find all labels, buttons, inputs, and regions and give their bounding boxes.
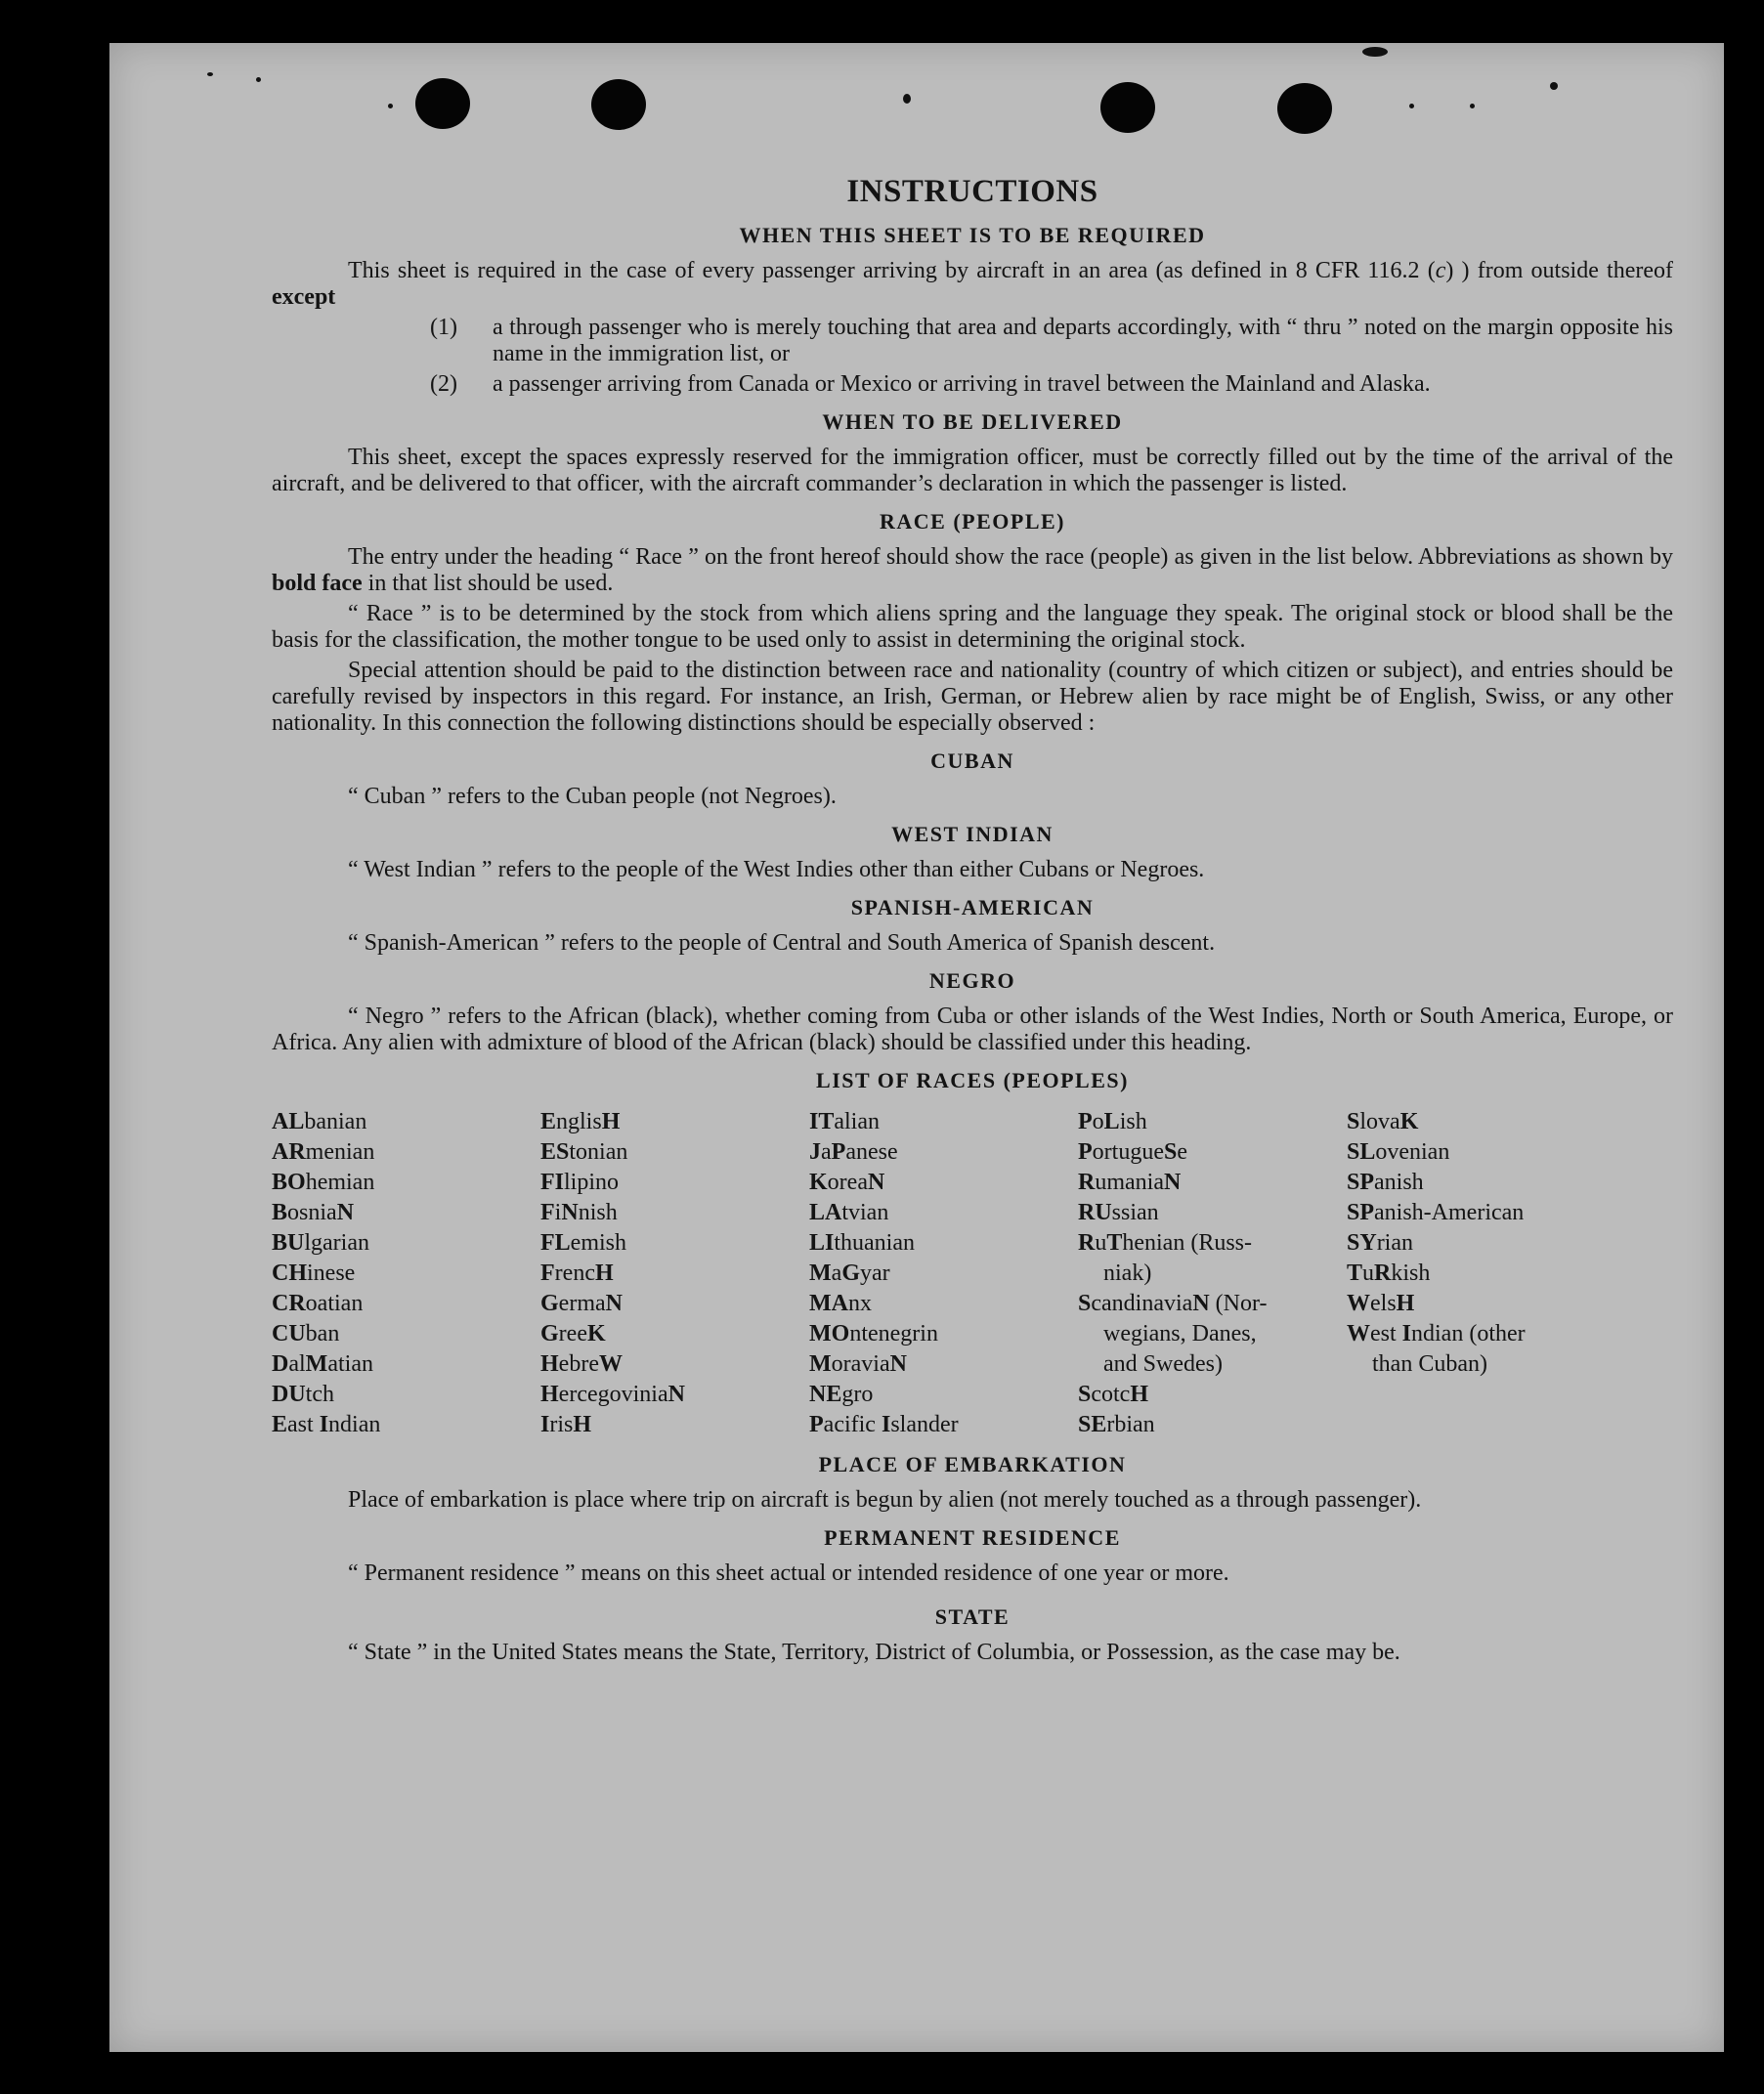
speck — [256, 77, 261, 82]
race-entry: niak) — [1103, 1261, 1152, 1286]
cuban-text: “ Cuban ” refers to the Cuban people (not Negroes). — [348, 784, 837, 809]
races-list — [272, 1107, 1673, 1440]
races-column — [272, 1107, 540, 1440]
race-entry: GreeK — [540, 1321, 606, 1346]
races-column — [1347, 1107, 1615, 1440]
race-entry: RumaniaN — [1078, 1170, 1182, 1195]
heading-cuban: CUBAN — [930, 748, 1014, 773]
race-entry: East Indian — [272, 1412, 381, 1437]
races-column — [1078, 1107, 1347, 1440]
heading-residence: PERMANENT RESIDENCE — [824, 1525, 1121, 1550]
race-entry: FrencH — [540, 1261, 614, 1286]
race-entry: ARmenian — [272, 1139, 375, 1165]
race-entry: FIlipino — [540, 1170, 620, 1195]
race-entry: CHinese — [272, 1261, 356, 1286]
race-entry: RuThenian (Russ- — [1078, 1230, 1253, 1256]
heading-negro: NEGRO — [928, 968, 1016, 993]
race-entry: MoraviaN — [809, 1351, 907, 1377]
race-entry: EnglisH — [540, 1109, 621, 1134]
punch-hole — [591, 79, 646, 130]
race-entry: FiNnish — [540, 1200, 618, 1225]
embarkation-text: Place of embarkation is place where trip on aircraft is begun by alien (not merely touched as a through passenger). — [348, 1487, 1422, 1513]
race-entry: SErbian — [1078, 1412, 1155, 1437]
race-paragraph: “ Race ” is to be determined by the stock from which aliens spring and the language they speak. The original stock or blood shall be the basis for the classification, the mother tongue to be used only to assist in determining the original stock. — [272, 601, 1673, 653]
punch-hole — [1100, 82, 1155, 133]
speck — [1550, 82, 1558, 90]
races-column — [809, 1107, 1078, 1440]
heading-embarkation: PLACE OF EMBARKATION — [818, 1452, 1127, 1476]
heading-west-indian: WEST INDIAN — [891, 822, 1054, 846]
race-entry: CRoatian — [272, 1291, 364, 1316]
when-required-intro: This sheet is required in the case of every passenger arriving by aircraft in an area (as defined in 8 CFR 116.2 (c) ) from outside thereof except — [272, 258, 1673, 310]
when-delivered-text: This sheet, except the spaces expressly reserved for the immigration officer, must be correctly filled out by the time of the arrival of the aircraft, and be delivered to that officer, with the aircraft commander’s declaration in which the passenger is listed. — [272, 445, 1673, 496]
race-paragraph: The entry under the heading “ Race ” on the front hereof should show the race (people) as given in the list below. Abbreviations as shown by bold face in that list should be used. — [272, 544, 1673, 596]
heading-list-of-races: LIST OF RACES (PEOPLES) — [816, 1068, 1129, 1092]
race-entry: RUssian — [1078, 1200, 1159, 1225]
race-entry: than Cuban) — [1372, 1351, 1487, 1377]
race-entry: GermaN — [540, 1291, 623, 1316]
race-entry: Pacific Islander — [809, 1412, 959, 1437]
race-entry: HebreW — [540, 1351, 623, 1377]
west-indian-text: “ West Indian ” refers to the people of the West Indies other than either Cubans or Negroes. — [348, 857, 1205, 882]
race-entry: ALbanian — [272, 1109, 367, 1134]
speck — [388, 104, 393, 108]
heading-when-required: WHEN THIS SHEET IS TO BE REQUIRED — [739, 223, 1206, 247]
race-paragraph: Special attention should be paid to the distinction between race and nationality (country of which citizen or subject), and entries should be carefully revised by inspectors in this regard. For instance, an Irish, German, or Hebrew alien by race might be of English, Swiss, or any other nationality. In this connection the following distinctions should be especially observed : — [272, 658, 1673, 736]
race-entry: ScotcH — [1078, 1382, 1149, 1407]
race-entry: ITalian — [809, 1109, 880, 1134]
speck — [1362, 47, 1388, 57]
race-entry: HercegoviniaN — [540, 1382, 685, 1407]
race-entry: MAnx — [809, 1291, 872, 1316]
punch-hole — [1277, 83, 1332, 134]
races-column — [540, 1107, 809, 1440]
residence-text: “ Permanent residence ” means on this sheet actual or intended residence of one year or more. — [348, 1560, 1229, 1586]
heading-race: RACE (PEOPLE) — [880, 509, 1065, 534]
race-entry: SLovenian — [1347, 1139, 1450, 1165]
spanish-american-text: “ Spanish-American ” refers to the people of Central and South America of Spanish descent. — [348, 930, 1216, 956]
document-sheet — [109, 43, 1724, 2052]
race-entry: IrisH — [540, 1412, 592, 1437]
race-entry: LIthuanian — [809, 1230, 915, 1256]
race-entry: DUtch — [272, 1382, 334, 1407]
race-entry: wegians, Danes, — [1103, 1321, 1257, 1346]
heading-state: STATE — [934, 1604, 1011, 1629]
race-entry: EStonian — [540, 1139, 628, 1165]
race-entry: BOhemian — [272, 1170, 375, 1195]
race-entry: DalMatian — [272, 1351, 373, 1377]
speck — [1409, 104, 1414, 108]
race-entry: LAtvian — [809, 1200, 889, 1225]
race-entry: and Swedes) — [1103, 1351, 1223, 1377]
state-text: “ State ” in the United States means the State, Territory, District of Columbia, or Possession, as the case may be. — [348, 1640, 1400, 1665]
race-entry: West Indian (other — [1347, 1321, 1526, 1346]
exception-item: (1) a through passenger who is merely touching that area and departs accordingly, with “ thru ” noted on the margin opposite his name in the immigration list, or — [430, 315, 1673, 366]
heading-spanish-american: SPANISH-AMERICAN — [850, 895, 1095, 919]
race-entry: JaPanese — [809, 1139, 898, 1165]
race-entry: PoLish — [1078, 1109, 1147, 1134]
race-entry: WelsH — [1347, 1291, 1415, 1316]
heading-when-delivered: WHEN TO BE DELIVERED — [822, 409, 1123, 434]
speck — [1470, 104, 1475, 108]
race-entry: SPanish-American — [1347, 1200, 1525, 1225]
race-entry: SPanish — [1347, 1170, 1424, 1195]
race-entry: BUlgarian — [272, 1230, 369, 1256]
exception-item: (2) a passenger arriving from Canada or Mexico or arriving in travel between the Mainland and Alaska. — [430, 371, 1431, 397]
race-entry: KoreaN — [809, 1170, 885, 1195]
race-entry: CUban — [272, 1321, 340, 1346]
race-entry: MaGyar — [809, 1261, 890, 1286]
race-entry: SlovaK — [1347, 1109, 1419, 1134]
race-entry: NEgro — [809, 1382, 874, 1407]
punch-hole — [415, 78, 470, 129]
instructions-content — [272, 172, 1673, 1670]
race-entry: TuRkish — [1347, 1261, 1431, 1286]
race-entry: MOntenegrin — [809, 1321, 938, 1346]
race-entry: SYrian — [1347, 1230, 1413, 1256]
speck — [903, 94, 911, 104]
speck — [207, 72, 213, 76]
race-entry: ScandinaviaN (Nor- — [1078, 1291, 1268, 1316]
race-entry: PortugueSe — [1078, 1139, 1187, 1165]
race-entry: BosniaN — [272, 1200, 355, 1225]
race-entry: FLemish — [540, 1230, 626, 1256]
page-title: INSTRUCTIONS — [846, 174, 1098, 209]
negro-text: “ Negro ” refers to the African (black), whether coming from Cuba or other islands of the West Indies, North or South America, Europe, or Africa. Any alien with admixture of blood of the African (black) should be classified under this heading. — [272, 1004, 1673, 1055]
